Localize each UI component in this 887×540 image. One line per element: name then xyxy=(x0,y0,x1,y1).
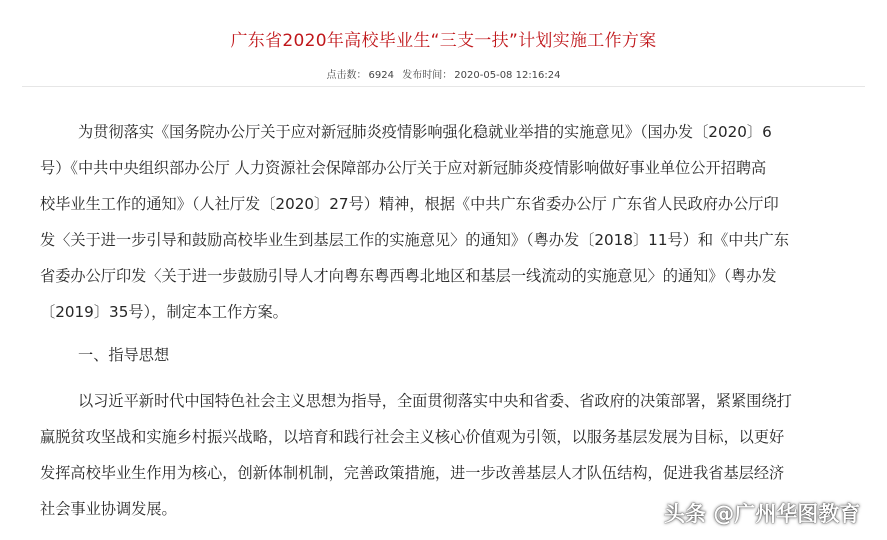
clicks-value: 6924 xyxy=(368,70,394,81)
paragraph-line: 为贯彻落实《国务院办公厅关于应对新冠肺炎疫情影响强化稳就业举措的实施意见》（国办发〔2020〕6 xyxy=(78,123,772,141)
paragraph-line: 省委办公厅印发〈关于进一步鼓励引导人才向粤东粤西粤北地区和基层一线流动的实施意见〉的通知》（粤办发 xyxy=(40,267,777,285)
toutiao-watermark xyxy=(664,495,860,531)
article-meta xyxy=(0,66,887,81)
section-heading: 一、指导思想 xyxy=(78,346,170,364)
paragraph-intro xyxy=(40,114,850,330)
paragraph-line: 发挥高校毕业生作用为核心，创新体制机制，完善政策措施，进一步改善基层人才队伍结构，促进我省基层经济 xyxy=(40,464,785,482)
article-title: 广东省2020年高校毕业生“三支一扶”计划实施工作方案 xyxy=(230,31,657,51)
paragraph-line: 以习近平新时代中国特色社会主义思想为指导，全面贯彻落实中央和省委、省政府的决策部署，紧紧围绕打 xyxy=(78,392,792,410)
published-label: 发布时间： xyxy=(402,70,453,81)
paragraph-line: 赢脱贫攻坚战和实施乡村振兴战略，以培育和践行社会主义核心价值观为引领，以服务基层发展为目标，以更好 xyxy=(40,428,785,446)
clicks-label: 点击数： xyxy=(326,70,367,81)
paragraph-line: 校毕业生工作的通知》（人社厅发〔2020〕27号）精神，根据《中共广东省委办公厅 广东省人民政府办公厅印 xyxy=(40,195,779,213)
paragraph-line: 社会事业协调发展。 xyxy=(40,500,177,518)
paragraph-line: 号）《中共中央组织部办公厅 人力资源社会保障部办公厅关于应对新冠肺炎疫情影响做好事业单位公开招聘高 xyxy=(40,159,767,177)
title-divider xyxy=(22,86,865,87)
paragraph-line: 发〈关于进一步引导和鼓励高校毕业生到基层工作的实施意见〉的通知》（粤办发〔2018〕11号）和《中共广东 xyxy=(40,231,790,249)
paragraph-line: 〔2019〕35号），制定本工作方案。 xyxy=(40,303,288,321)
published-value: 2020-05-08 12:16:24 xyxy=(454,70,561,81)
watermark-text: 头条 @广州华图教育 xyxy=(664,502,861,526)
